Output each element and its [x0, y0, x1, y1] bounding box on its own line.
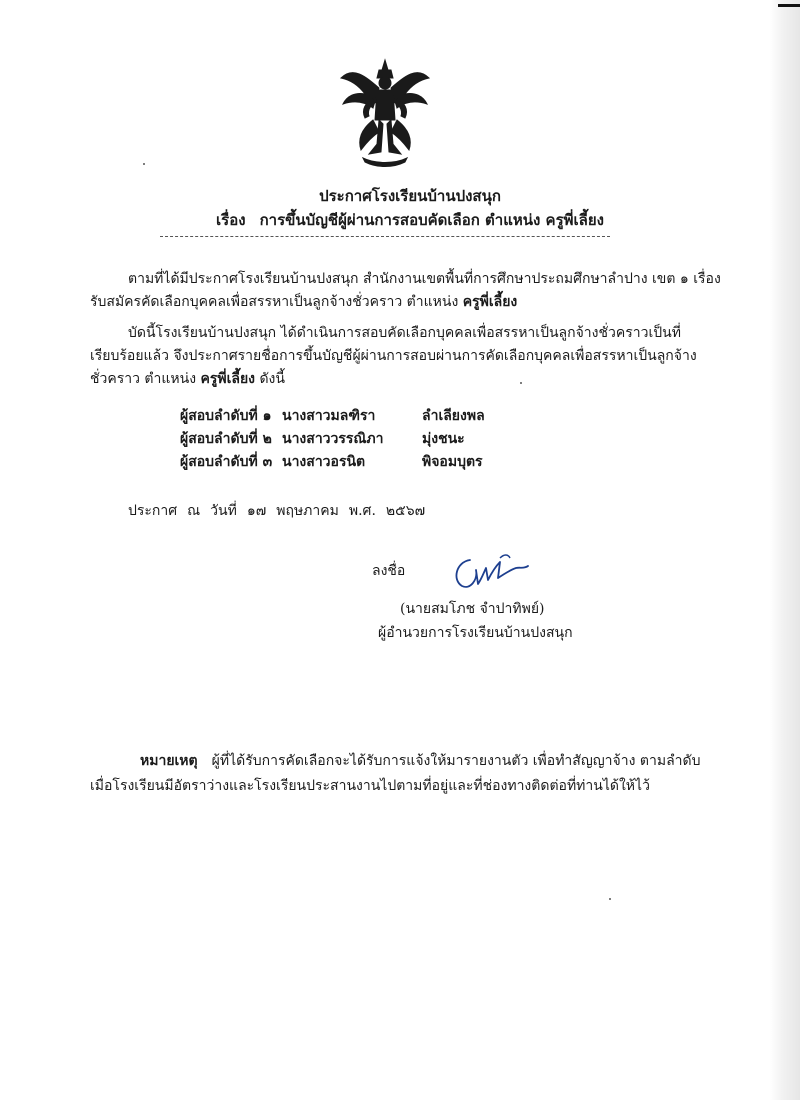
candidate-last-name: มุ่งชนะ — [422, 431, 465, 447]
note-line-1 — [140, 750, 701, 772]
signature-label: ลงชื่อ — [372, 563, 406, 579]
candidate-order: ผู้สอบลำดับที่ ๓ — [180, 454, 273, 470]
candidate-last-name: ลำเลียงพล — [422, 408, 485, 424]
paragraph-2-line-2: เรียบร้อยแล้ว จึงประกาศรายชื่อการขึ้นบัญชีผู้ผ่านการสอบผ่านการคัดเลือกบุคคลเพื่อสรรหาเป็นลูกจ้าง — [90, 348, 697, 364]
announce-word: ประกาศ — [128, 503, 178, 519]
scan-mark — [778, 4, 800, 7]
scan-speck — [609, 898, 611, 900]
list-item — [180, 405, 485, 428]
scan-edge-shadow — [770, 0, 800, 1100]
candidate-first-name: นางสาววรรณิภา — [282, 431, 384, 447]
scan-speck — [520, 382, 522, 384]
signer-name: (นายสมโภช จำปาทิพย์) — [400, 601, 545, 617]
note-line-2: เมื่อโรงเรียนมีอัตราว่างและโรงเรียนประสานงานไปตามที่อยู่และที่ช่องทางติดต่อที่ท่านได้ให้ไว้ — [90, 778, 650, 794]
list-item — [180, 451, 485, 474]
paragraph-2-line-3 — [90, 368, 285, 391]
note-label: หมายเหตุ — [140, 753, 198, 769]
paragraph-2-text: ชั่วคราว ตำแหน่ง — [90, 371, 201, 387]
paragraph-2-suffix: ดังนี้ — [255, 371, 285, 387]
paragraph-2-line-1: บัดนี้โรงเรียนบ้านปงสนุก ได้ดำเนินการสอบคัดเลือกบุคคลเพื่อสรรหาเป็นลูกจ้างชั่วคราวเป็นที่ — [128, 325, 681, 341]
scan-speck — [143, 163, 145, 165]
subject-text: การขึ้นบัญชีผู้ผ่านการสอบคัดเลือก ตำแหน่ง ครูพี่เลี้ยง — [259, 211, 604, 229]
signer-position: ผู้อำนวยการโรงเรียนบ้านปงสนุก — [378, 625, 573, 641]
title-divider — [160, 236, 610, 237]
candidate-first-name: นางสาวมลฑิรา — [282, 408, 376, 424]
handwritten-signature — [448, 550, 538, 595]
document-title: ประกาศโรงเรียนบ้านปงสนุก — [319, 187, 501, 205]
note-text-1: ผู้ที่ได้รับการคัดเลือกจะได้รับการแจ้งให้มารายงานตัว เพื่อทำสัญญาจ้าง ตามลำดับ — [211, 753, 701, 769]
candidate-order: ผู้สอบลำดับที่ ๑ — [180, 408, 272, 424]
list-item — [180, 428, 485, 451]
document-subject — [160, 208, 660, 232]
position-name: ครูพี่เลี้ยง — [200, 371, 256, 387]
announce-day-label: วันที่ — [210, 503, 237, 519]
announce-day: ๑๗ — [246, 503, 267, 519]
announce-era: พ.ศ. — [348, 503, 376, 519]
candidate-first-name: นางสาวอรนิต — [282, 454, 366, 470]
announce-at: ณ — [187, 503, 201, 519]
announce-month: พฤษภาคม — [276, 503, 339, 519]
position-name: ครูพี่เลี้ยง — [462, 294, 518, 310]
candidate-list — [180, 405, 485, 474]
candidate-order: ผู้สอบลำดับที่ ๒ — [180, 431, 272, 447]
announcement-date — [128, 500, 435, 523]
paragraph-1-text: รับสมัครคัดเลือกบุคคลเพื่อสรรหาเป็นลูกจ้างชั่วคราว ตำแหน่ง — [90, 294, 463, 310]
garuda-emblem-icon — [335, 58, 435, 170]
paragraph-1-line-1: ตามที่ได้มีประกาศโรงเรียนบ้านปงสนุก สำนักงานเขตพื้นที่การศึกษาประถมศึกษาลำปาง เขต ๑ เรื่อง — [128, 271, 721, 287]
announce-year: ๒๕๖๗ — [385, 503, 426, 519]
subject-label: เรื่อง — [216, 211, 246, 229]
candidate-last-name: พิจอมบุตร — [422, 454, 483, 470]
paragraph-1-line-2 — [90, 291, 517, 314]
